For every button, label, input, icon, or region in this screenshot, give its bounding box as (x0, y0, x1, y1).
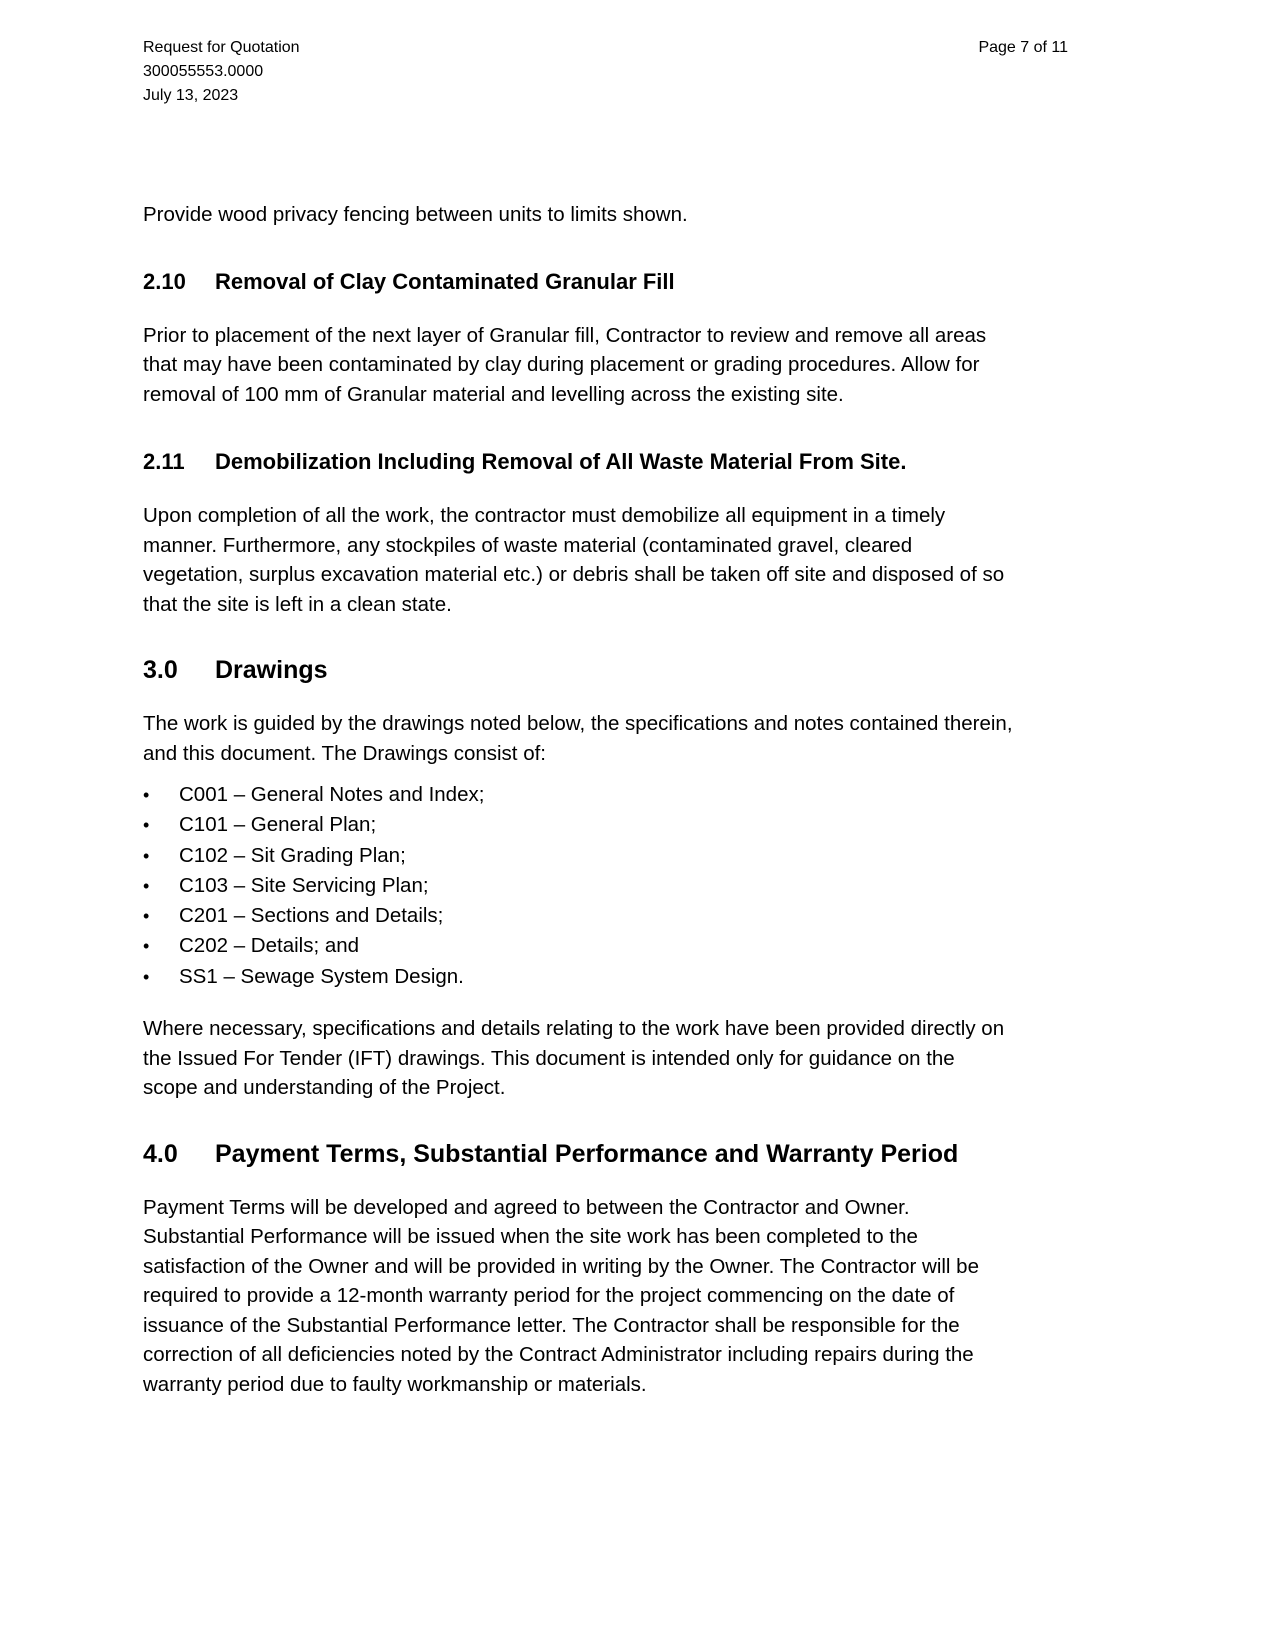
bullet-icon: • (143, 966, 150, 987)
section-title: Removal of Clay Contaminated Granular Fill (215, 268, 675, 294)
page-indicator: Page 7 of 11 (978, 39, 1068, 56)
bullet-icon: • (143, 785, 150, 805)
section-heading-3-0 (143, 655, 1075, 685)
section-title: Demobilization Including Removal of All Waste Material From Site. (215, 449, 907, 474)
bullet-icon: • (143, 906, 150, 927)
bullet-icon: • (143, 936, 150, 957)
document-number: 300055553.0000 (143, 63, 264, 80)
bullet-icon: • (143, 875, 150, 896)
list-item: • C201 – Sections and Details; (143, 901, 1075, 931)
bullet-icon: • (143, 845, 150, 866)
document-body (143, 200, 1075, 1399)
intro-paragraph: Provide wood privacy fencing between units to limits shown. (143, 203, 688, 226)
list-item: • C001 – General Notes and Index; (143, 780, 1075, 810)
section-number: 2.10 (143, 268, 186, 294)
document-header-info (143, 36, 300, 108)
list-item: • C102 – Sit Grading Plan; (143, 841, 1075, 871)
section-paragraph: Upon completion of all the work, the contractor must demobilize all equipment in a timely manner. Furthermore, any stockpiles of waste material (contaminated gravel, cleared vegetation, surplus excavation material etc.) or debris shall be taken off site and disposed of so that the site is left in a clean state. (143, 504, 1005, 616)
section-heading-2-10 (143, 267, 1075, 297)
section-heading-4-0 (143, 1139, 1075, 1169)
section-paragraph: Where necessary, specifications and details relating to the work have been provided directly on the Issued For Tender (IFT) drawings. This document is intended only for guidance on the scope and understanding of the Project. (143, 1017, 1005, 1100)
section-paragraph: Payment Terms will be developed and agreed to between the Contractor and Owner. Substantial Performance will be issued when the site work has been completed to the satisfaction of the Owner and will be provided in writing by the Owner. The Contractor will be required to provide a 12-month warranty period for the project commencing on the date of issuance of the Substantial Performance letter. The Contractor shall be responsible for the correction of all deficiencies noted by the Contract Administrator including repairs during the warranty period due to faulty workmanship or materials. (143, 1195, 979, 1396)
section-heading-2-11 (143, 447, 1075, 477)
section-number: 3.0 (143, 656, 178, 684)
list-item: • C202 – Details; and (143, 931, 1075, 961)
section-number: 2.11 (143, 449, 185, 474)
list-item: • SS1 – Sewage System Design. (143, 962, 1075, 992)
list-item: • C101 – General Plan; (143, 810, 1075, 840)
section-paragraph: Prior to placement of the next layer of Granular fill, Contractor to review and remove all areas that may have been contaminated by clay during placement or grading procedures. Allow for removal of 100 mm of Granular material and levelling across the existing site. (143, 323, 987, 406)
drawings-list (143, 780, 1075, 992)
section-number: 4.0 (143, 1139, 178, 1168)
section-title: Payment Terms, Substantial Performance and Warranty Period (215, 1139, 959, 1168)
section-paragraph: The work is guided by the drawings noted below, the specifications and notes contained therein, and this document. The Drawings consist of: (143, 712, 1013, 765)
section-title: Drawings (215, 656, 328, 684)
list-item: • C103 – Site Servicing Plan; (143, 871, 1075, 901)
document-date: July 13, 2023 (143, 87, 239, 104)
document-title: Request for Quotation (143, 39, 300, 56)
bullet-icon: • (143, 815, 150, 836)
